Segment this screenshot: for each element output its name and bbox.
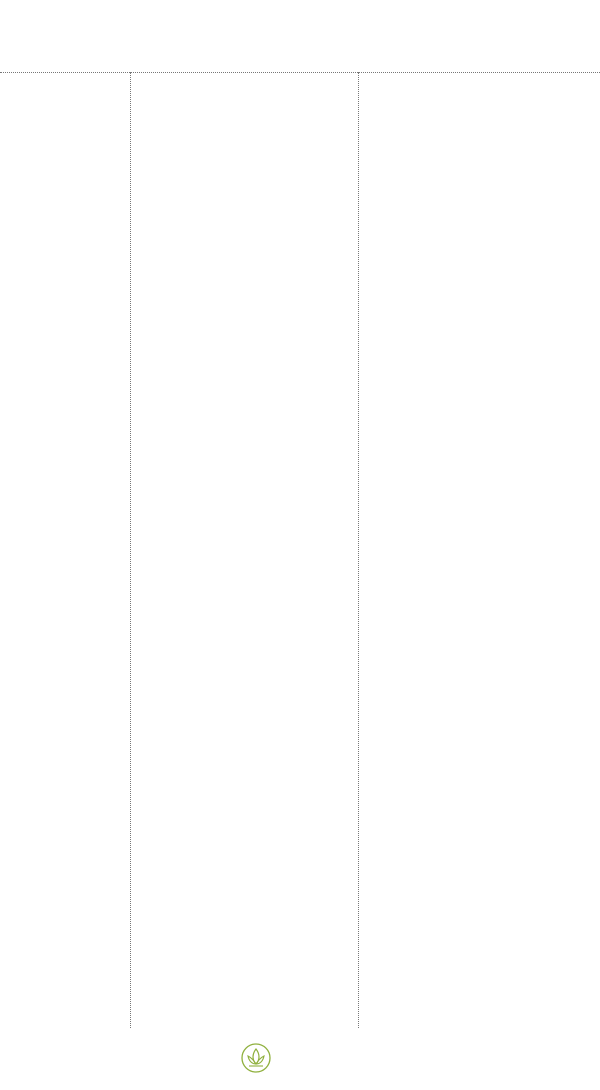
prefer-column-header: [130, 76, 358, 102]
divider: [0, 72, 600, 73]
lotus-logo-icon: [240, 1042, 272, 1074]
page-title: [0, 14, 600, 66]
column-divider: [130, 72, 131, 1028]
brand-logo: [240, 1040, 370, 1076]
avoid-column-header: [358, 76, 600, 102]
column-divider: [358, 72, 359, 1028]
